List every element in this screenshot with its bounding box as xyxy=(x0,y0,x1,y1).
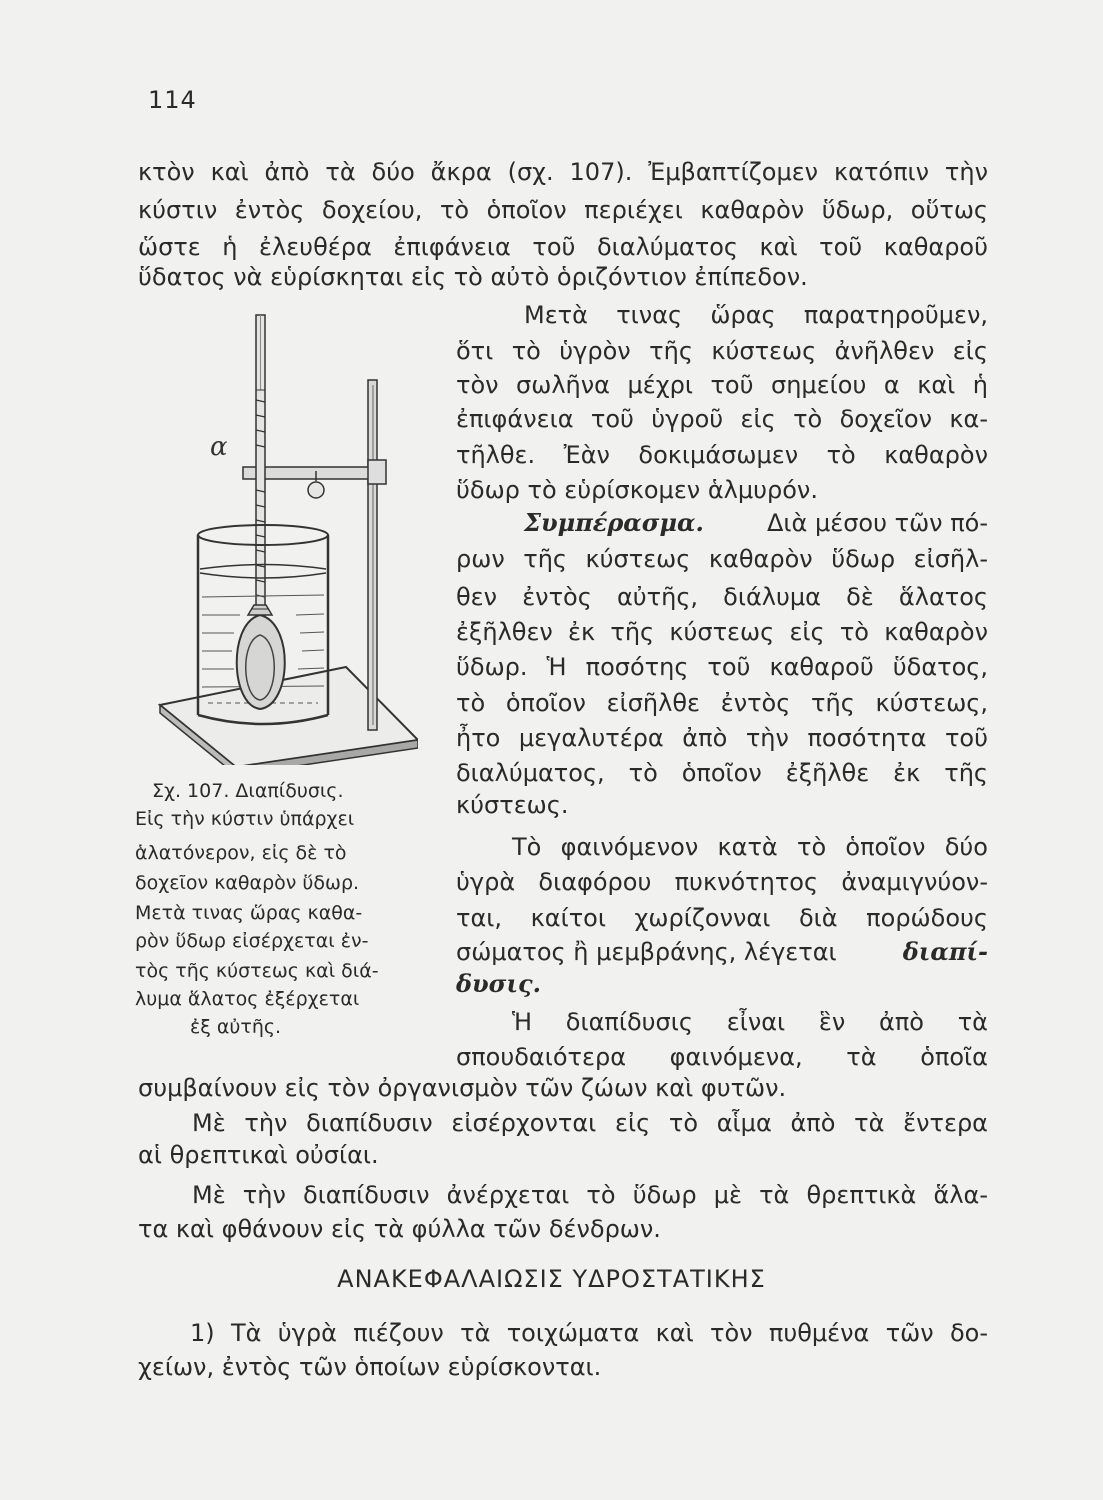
conclusion-text: Διὰ μέσου τῶν πό- xyxy=(766,509,988,537)
text-line: 1) Τὰ ὑγρὰ πιέζουν τὰ τοιχώματα καὶ τὸν πυθμένα τῶν δο- xyxy=(190,1319,988,1347)
section-heading: ΑΝΑΚΕΦΑΛΑΙΩΣΙΣ ΥΔΡΟΣΤΑΤΙΚΗΣ xyxy=(337,1265,766,1293)
figure-osmosis-apparatus xyxy=(148,305,418,765)
text-line: τὸν σωλῆνα μέχρι τοῦ σημείου α καὶ ἡ xyxy=(456,371,988,399)
conclusion-line xyxy=(524,508,988,538)
text-line: κτὸν καὶ ἀπὸ τὰ δύο ἄκρα (σχ. 107). Ἐμβαπτίζομεν κατόπιν τὴν xyxy=(138,158,988,186)
term-diffusion: διαπί- xyxy=(902,937,988,966)
figure-caption-line: λυμα ἅλατος ἐξέρχεται xyxy=(135,988,360,1010)
text-line: συμβαίνουν εἰς τὸν ὀργανισμὸν τῶν ζώων καὶ φυτῶν. xyxy=(138,1074,787,1102)
figure-caption-line: Σχ. 107. Διαπίδυσις. xyxy=(152,780,344,802)
page-number: 114 xyxy=(148,86,197,114)
text-line: ὑγρὰ διαφόρου πυκνότητος ἀναμιγνύον- xyxy=(456,868,988,896)
figure-caption-line: ρὸν ὕδωρ εἰσέρχεται ἐν- xyxy=(135,930,369,952)
text-line: ὕδωρ τὸ εὑρίσκομεν ἁλμυρόν. xyxy=(456,476,818,504)
text-line: κύστιν ἐντὸς δοχείου, τὸ ὁποῖον περιέχει καθαρὸν ὕδωρ, οὕτως xyxy=(138,196,988,224)
text-line: ἐπιφάνεια τοῦ ὑγροῦ εἰς τὸ δοχεῖον κα- xyxy=(456,405,988,433)
text-line: αἱ θρεπτικαὶ οὐσίαι. xyxy=(138,1141,379,1169)
definition-term-line xyxy=(456,937,988,967)
figure-caption-line: Εἰς τὴν κύστιν ὑπάρχει xyxy=(135,808,355,830)
text-line: τα καὶ φθάνουν εἰς τὰ φύλλα τῶν δένδρων. xyxy=(138,1215,661,1243)
text-line: Μετὰ τινας ὥρας παρατηροῦμεν, xyxy=(524,301,988,329)
text-line: ρων τῆς κύστεως καθαρὸν ὕδωρ εἰσῆλ- xyxy=(456,545,988,573)
figure-caption-line: δοχεῖον καθαρὸν ὕδωρ. xyxy=(135,872,360,894)
text-line: κύστεως. xyxy=(456,791,569,819)
figure-caption-line: τὸς τῆς κύστεως καὶ διά- xyxy=(135,960,379,982)
text-line: ὕδατος νὰ εὑρίσκηται εἰς τὸ αὐτὸ ὁριζόντιον ἐπίπεδον. xyxy=(138,263,808,291)
marker-alpha: α xyxy=(210,432,228,462)
text-line: ἦτο μεγαλυτέρα ἀπὸ τὴν ποσότητα τοῦ xyxy=(456,724,988,752)
text-line: ὥστε ἡ ἐλευθέρα ἐπιφάνεια τοῦ διαλύματος καὶ τοῦ καθαροῦ xyxy=(138,233,988,261)
apparatus-drawing xyxy=(148,305,418,765)
text-line: θεν ἐντὸς αὐτῆς, διάλυμα δὲ ἅλατος xyxy=(456,583,988,611)
conclusion-label: Συμπέρασμα. xyxy=(524,508,704,537)
figure-caption-line: ἁλατόνερον, εἰς δὲ τὸ xyxy=(135,842,347,864)
text-line: σπουδαιότερα φαινόμενα, τὰ ὁποῖα xyxy=(456,1043,988,1071)
text-line: σώματος ἢ μεμβράνης, λέγεται xyxy=(456,938,837,966)
text-line: ὕδωρ. Ἡ ποσότης τοῦ καθαροῦ ὕδατος, xyxy=(456,653,988,681)
figure-caption-line: Μετὰ τινας ὥρας καθα- xyxy=(135,902,363,924)
text-line: ὅτι τὸ ὑγρὸν τῆς κύστεως ἀνῆλθεν εἰς xyxy=(456,337,988,365)
text-line: τὸ ὁποῖον εἰσῆλθε ἐντὸς τῆς κύστεως, xyxy=(456,689,988,717)
text-line: Τὸ φαινόμενον κατὰ τὸ ὁποῖον δύο xyxy=(512,833,988,861)
text-line: τῆλθε. Ἐὰν δοκιμάσωμεν τὸ καθαρὸν xyxy=(456,441,988,469)
text-line: ἐξῆλθεν ἐκ τῆς κύστεως εἰς τὸ καθαρὸν xyxy=(456,618,988,646)
text-line: χείων, ἐντὸς τῶν ὁποίων εὑρίσκονται. xyxy=(138,1353,602,1381)
text-line: Μὲ τὴν διαπίδυσιν εἰσέρχονται εἰς τὸ αἷμα ἀπὸ τὰ ἔντερα xyxy=(192,1109,988,1137)
text-line: διαλύματος, τὸ ὁποῖον ἐξῆλθε ἐκ τῆς xyxy=(456,759,988,787)
text-line: Ἡ διαπίδυσις εἶναι ἓν ἀπὸ τὰ xyxy=(512,1008,988,1036)
term-diffusion: δυσις. xyxy=(456,969,541,998)
text-line: Μὲ τὴν διαπίδυσιν ἀνέρχεται τὸ ὕδωρ μὲ τὰ θρεπτικὰ ἅλα- xyxy=(192,1181,988,1209)
figure-caption-line: ἐξ αὐτῆς. xyxy=(190,1016,282,1038)
text-line: ται, καίτοι χωρίζονναι διὰ πορώδους xyxy=(456,904,988,932)
